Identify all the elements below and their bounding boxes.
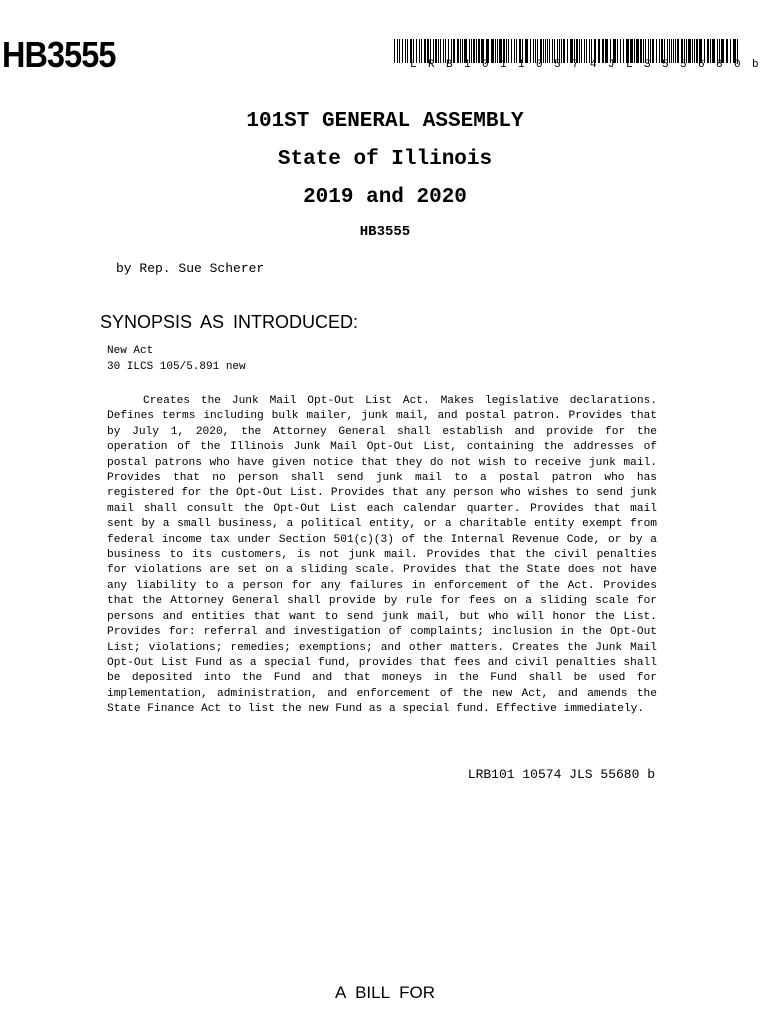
bill-for-heading: A BILL FOR: [334, 983, 436, 1002]
synopsis-body: Creates the Junk Mail Opt-Out List Act. Makes legislative declarations. Defines terms including bulk mailer, junk mail, and postal patron. Provides that by July 1, 2020, the Attorney General shall establish and provide for the operation of the Illinois Junk Mail Opt-Out List, containing the addresses of postal patrons who have given notice that they do not wish to receive junk mail. Provides that no person shall send junk mail to a postal patron who has registered for the Opt-Out List. Provides that any person who wishes to send junk mail shall consult the Opt-Out List each calendar quarter. Provides that mail sent by a small business, a political entity, or a charitable entity exempt from federal income tax under Section 501(c)(3) of the Internal Revenue Code, or by a business to its customers, is not junk mail. Provides that the civil penalties for violations are set on a sliding scale. Provides that the State does not have any liability to a person for any failures in enforcement of the Act. Provides that the Attorney General shall provide by rule for fees on a sliding scale for persons and entities that want to send junk mail, but who will honor the List. Provides for: referral and investigation of complaints; inclusion in the Opt-Out List; violations; remedies; exemptions; and other matters. Creates the Junk Mail Opt-Out List Fund as a special fund, provides that fees and civil penalties shall be deposited into the Fund and that moneys in the Fund shall be used for implementation, administration, and enforcement of the new Act, and amends the State Finance Act to list the new Fund as a special fund. Effective immediately.: [107, 395, 657, 716]
bill-number: HB3555: [359, 224, 411, 240]
synopsis-heading: SYNOPSIS AS INTRODUCED:: [100, 312, 359, 332]
bill-id: HB3555: [2, 34, 116, 75]
sponsor-line: by Rep. Sue Scherer: [116, 261, 265, 276]
barcode-text: LRB10110574JLS55680b: [410, 59, 770, 71]
lrb-reference: LRB101 10574 JLS 55680 b: [467, 767, 655, 782]
statute-line: 30 ILCS 105/5.891 new: [107, 361, 246, 373]
assembly-title: 101ST GENERAL ASSEMBLY: [246, 110, 524, 133]
statute-line: New Act: [107, 345, 154, 357]
state-title: State of Illinois: [277, 148, 493, 171]
session-years: 2019 and 2020: [303, 186, 467, 209]
